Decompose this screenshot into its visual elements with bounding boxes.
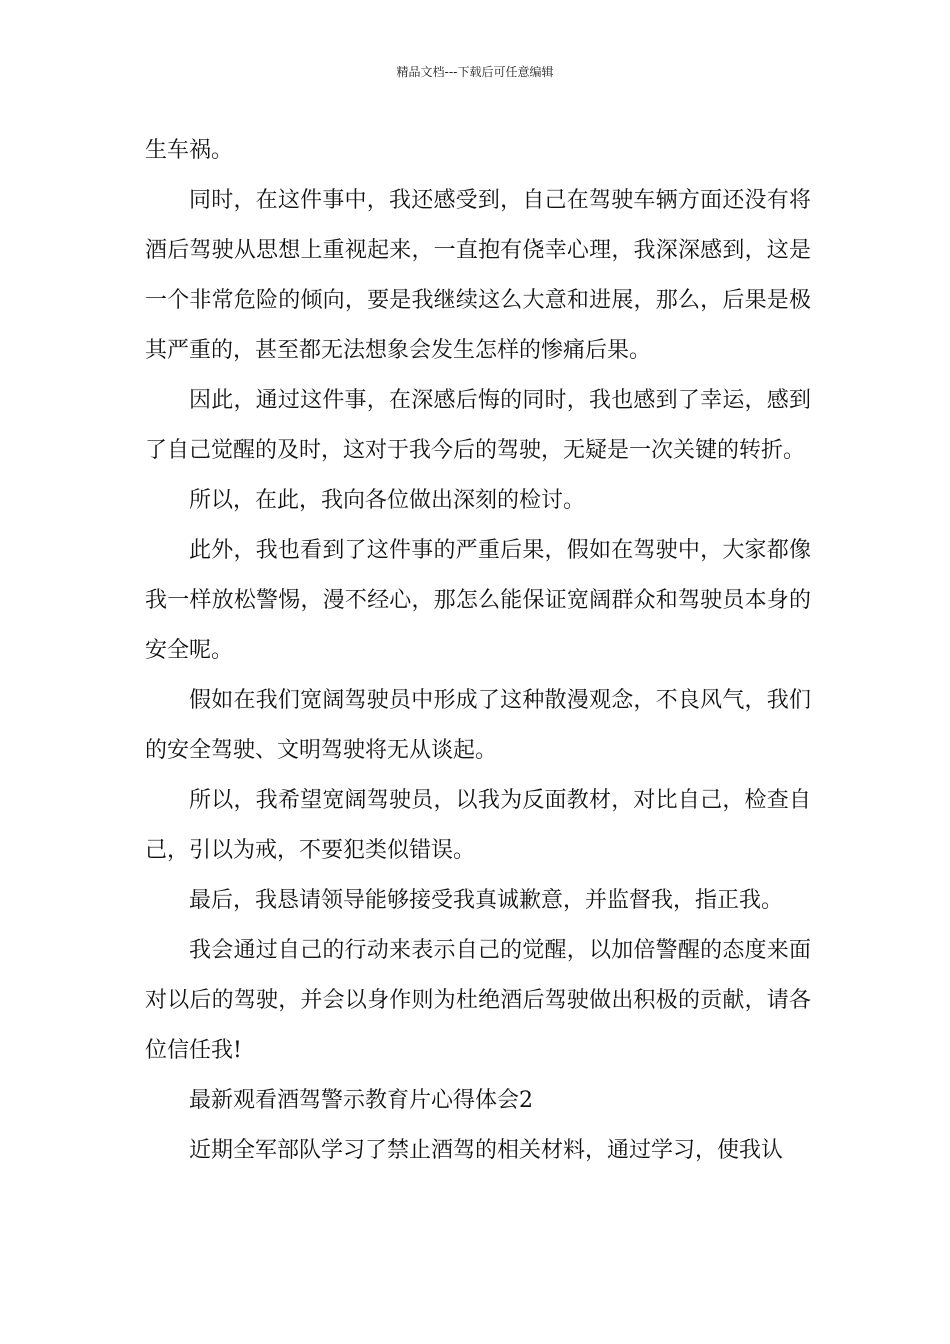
paragraph: 所以，在此，我向各位做出深刻的检讨。 (189, 488, 586, 513)
paragraph: 同时，在这件事中，我还感受到，自己在驾驶车辆方面还没有将酒后驾驶从思想上重视起来，一直抱有侥幸心理，我深深感到，这是一个非常危险的倾向，要是我继续这么大意和进展，那么，后果是极其严重的，甚至都无法想象会发生怎样的惨痛后果。 (145, 188, 811, 363)
document-body (145, 126, 811, 1176)
paragraph: 此外，我也看到了这件事的严重后果，假如在驾驶中，大家都像我一样放松警惕，漫不经心，那怎么能保证宽阔群众和驾驶员本身的安全呢。 (145, 538, 811, 663)
paragraph-continuation: 生车祸。 (145, 138, 234, 163)
paragraph: 我会通过自己的行动来表示自己的觉醒，以加倍警醒的态度来面对以后的驾驶，并会以身作则为杜绝酒后驾驶做出积极的贡献，请各位信任我! (145, 938, 811, 1063)
section-heading: 最新观看酒驾警示教育片心得体会2 (189, 1088, 533, 1113)
paragraph: 所以，我希望宽阔驾驶员，以我为反面教材，对比自己，检查自己，引以为戒，不要犯类似错误。 (145, 788, 811, 863)
page-header: 精品文档---下载后可任意编辑 (396, 65, 554, 79)
paragraph: 因此，通过这件事，在深感后悔的同时，我也感到了幸运，感到了自己觉醒的及时，这对于我今后的驾驶，无疑是一次关键的转折。 (145, 388, 811, 463)
paragraph: 最后，我恳请领导能够接受我真诚歉意，并监督我，指正我。 (189, 888, 784, 913)
paragraph: 近期全军部队学习了禁止酒驾的相关材料，通过学习，使我认 (189, 1138, 784, 1163)
paragraph: 假如在我们宽阔驾驶员中形成了这种散漫观念，不良风气，我们的安全驾驶、文明驾驶将无从谈起。 (145, 688, 811, 763)
